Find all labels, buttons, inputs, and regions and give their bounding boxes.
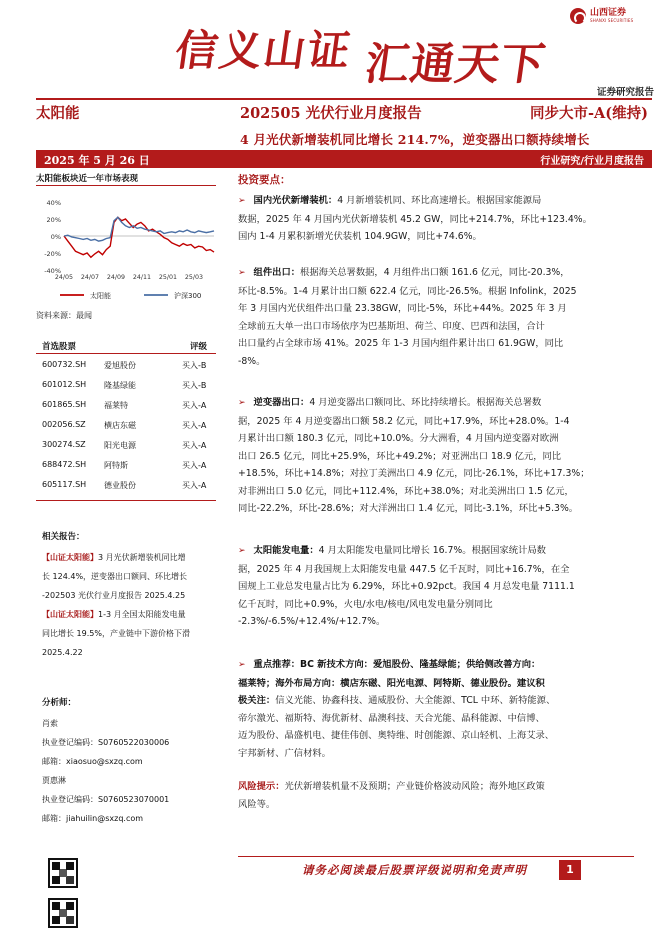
stock-code: 601865.SH bbox=[42, 400, 87, 409]
paragraph-line: 亿千瓦时，同比+0.9%，火电/水电/核电/风电发电量分别同比 bbox=[238, 598, 493, 610]
related-report-line: 长 124.4%，逆变器出口额同、环比增长 bbox=[42, 572, 188, 581]
risk-keyword: 风险提示： bbox=[238, 781, 285, 792]
paragraph-line: 帝尔激光、福斯特、海优新材、晶澳科技、天合光能、晶科能源、中信博、 bbox=[238, 712, 545, 724]
related-report-item[interactable] bbox=[42, 605, 220, 662]
brand-logo-icon bbox=[570, 8, 586, 24]
paragraph-bold-text: 福莱特；海外布局方向：横店东磁、阳光电源、阿特斯、德业股份。建议积 bbox=[238, 677, 545, 689]
stock-rating: 买入-A bbox=[182, 461, 207, 470]
highlights-heading: 投资要点： bbox=[238, 174, 291, 186]
series-line bbox=[64, 217, 214, 241]
paragraph-line: 宇邦新材、广信材料。 bbox=[238, 747, 331, 759]
paragraph-line: 环比-8.5%。1-4 月累计出口额 622.4 亿元，同比-26.5%。根据 Infolink，2025 bbox=[238, 285, 577, 297]
related-reports bbox=[42, 548, 220, 662]
stock-name: 福莱特 bbox=[104, 401, 128, 410]
bullet-arrow-icon: ➢ bbox=[238, 268, 246, 278]
analyst-email[interactable]: 邮箱：jiahuilin@sxzq.com bbox=[42, 814, 144, 823]
related-report-tag: 【山证太阳能】 bbox=[42, 553, 98, 562]
paragraph-line: 出口量约占全球市场 41%。2025 年 1-3 月国内组件累计出口 61.9GW，同比 bbox=[238, 338, 564, 349]
title-row bbox=[36, 102, 652, 124]
stock-code: 002056.SZ bbox=[42, 420, 86, 429]
paragraph-line: +18.5%，环比+14.8%；对拉丁美洲出口 4.9 亿元，同比-26.1%，环比+17.3%； bbox=[238, 468, 590, 479]
legend-label: 太阳能 bbox=[90, 292, 111, 300]
paragraph-line: ➢ 国内光伏新增装机：4 月新增装机同、环比高速增长。根据国家能源局 bbox=[238, 195, 542, 206]
slogan-part1: 信义山证 bbox=[172, 26, 356, 75]
stock-bottom-rule bbox=[36, 500, 216, 501]
paragraph-line: 迈为股份、晶盛机电、捷佳伟创、奥特维、时创能源、京山轻机、上海艾录、 bbox=[238, 730, 555, 741]
analyst-name: 肖索 bbox=[42, 719, 58, 728]
analyst-name: 贾惠淋 bbox=[42, 776, 66, 785]
highlight-paragraph bbox=[238, 542, 634, 631]
brand-name: 山西证券 bbox=[590, 8, 627, 18]
series-line bbox=[64, 217, 214, 257]
paragraph-line: 对非洲出口 5.0 亿元，同比+112.4%，环比+38.0%；对北美洲出口 1.5 亿元， bbox=[238, 485, 574, 497]
industry-label: 太阳能 bbox=[36, 105, 80, 122]
stock-rating: 买入-B bbox=[182, 361, 207, 370]
page-number: 1 bbox=[559, 860, 581, 880]
stock-code: 300274.SZ bbox=[42, 440, 86, 449]
x-tick-label: 24/09 bbox=[106, 274, 126, 281]
bullet-arrow-icon: ➢ bbox=[238, 660, 246, 670]
stock-row bbox=[42, 400, 222, 414]
paragraph-line: 同比-22.2%，环比-28.6%；对大洋洲出口 1.4 亿元，同比-3.1%，环比+5.3%。 bbox=[238, 503, 579, 514]
stock-name: 阳光电源 bbox=[104, 441, 136, 450]
stock-header-rating: 评级 bbox=[190, 342, 208, 352]
stock-header-rule bbox=[36, 353, 216, 354]
report-subtitle: 4 月光伏新增装机同比增长 214.7%，逆变器出口额持续增长 bbox=[240, 132, 590, 147]
stock-rating: 买入-A bbox=[182, 421, 207, 430]
paragraph-keyword: 逆变器出口： bbox=[253, 397, 310, 408]
x-tick-label: 24/05 bbox=[54, 274, 74, 281]
analyst-registration: 执业登记编码：S0760522030006 bbox=[42, 738, 170, 747]
stock-name: 阿特斯 bbox=[104, 461, 128, 470]
stock-name: 横店东磁 bbox=[104, 421, 136, 430]
related-report-line: 【山证太阳能】3 月光伏新增装机同比增 bbox=[42, 553, 186, 562]
y-tick-label: 20% bbox=[46, 216, 61, 224]
x-tick-label: 25/01 bbox=[158, 274, 178, 281]
report-category: 行业研究/行业月度报告 bbox=[540, 156, 644, 167]
paragraph-keyword: 国内光伏新增装机： bbox=[253, 195, 338, 206]
paragraph-line: 据，2025 年 4 月逆变器出口额 58.2 亿元，同比+17.9%，环比+28.0%。1-4 bbox=[238, 415, 570, 427]
paragraph-line: 全球前五大单一出口市场依序为巴基斯坦、荷兰、印度、巴西和法国，合计 bbox=[238, 320, 545, 332]
y-tick-label: -40% bbox=[44, 267, 61, 275]
paragraph-line bbox=[238, 656, 634, 675]
related-report-tag: 【山证太阳能】 bbox=[42, 610, 98, 619]
stock-row bbox=[42, 480, 222, 494]
analyst-registration: 执业登记编码：S0760523070001 bbox=[42, 795, 170, 804]
risk-paragraph bbox=[238, 778, 634, 813]
paragraph-line: 国规上工业总发电量占比为 6.29%，环比+0.92pct。我国 4 月总发电量 7111.1 bbox=[238, 581, 575, 592]
bullet-arrow-icon: ➢ bbox=[238, 546, 246, 556]
chart-source: 资料来源：最闻 bbox=[36, 311, 92, 320]
highlight-paragraph bbox=[238, 394, 634, 518]
stock-code: 600732.SH bbox=[42, 360, 87, 369]
stock-header-name: 首选股票 bbox=[42, 342, 77, 352]
x-tick-label: 24/11 bbox=[132, 274, 152, 281]
highlight-paragraph bbox=[238, 192, 634, 246]
report-title: 202505 光伏行业月度报告 bbox=[240, 105, 422, 122]
y-tick-label: -20% bbox=[44, 250, 61, 258]
analysts-list bbox=[42, 714, 222, 828]
y-tick-label: 0% bbox=[50, 233, 61, 241]
stock-rating: 买入-A bbox=[182, 481, 207, 490]
paragraph-keyword: 太阳能发电量： bbox=[253, 545, 319, 556]
related-report-line: -202503 光伏行业月度报告 2025.4.25 bbox=[42, 591, 186, 600]
stock-row bbox=[42, 380, 222, 394]
paragraph-line: 极关注：信义光能、协鑫科技、通威股份、大全能源、TCL 中环、新特能源、 bbox=[238, 695, 556, 706]
stock-name: 德业股份 bbox=[104, 481, 136, 490]
legend-label: 沪深300 bbox=[174, 292, 202, 300]
paragraph-bold-text: 极关注： bbox=[238, 695, 276, 706]
stock-row bbox=[42, 360, 222, 374]
industry-rating: 同步大市-A(维持) bbox=[530, 105, 648, 122]
stock-row bbox=[42, 420, 222, 434]
related-reports-title: 相关报告： bbox=[42, 532, 85, 542]
paragraph-line: 年 3 月国内光伏组件出口量 23.38GW，同比-5%，环比+44%。2025 年 3 月 bbox=[238, 303, 567, 314]
chart-title-rule bbox=[36, 185, 216, 186]
chart-title: 太阳能板块近一年市场表现 bbox=[36, 174, 139, 184]
report-type: 证券研究报告 bbox=[596, 87, 654, 98]
stock-code: 605117.SH bbox=[42, 480, 87, 489]
paragraph-keyword: 组件出口： bbox=[253, 267, 301, 278]
paragraph-line: 风险等。 bbox=[238, 798, 276, 810]
related-report-line: 同比增长 19.5%，产业链中下游价格下滑 bbox=[42, 629, 190, 638]
stock-row bbox=[42, 440, 222, 454]
paragraph-line: -8%。 bbox=[238, 355, 266, 367]
stock-row bbox=[42, 460, 222, 474]
paragraph-line: -2.3%/-6.5%/+12.4%/+12.7%。 bbox=[238, 616, 386, 627]
paragraph-line: ➢ 组件出口：根据海关总署数据，4 月组件出口额 161.6 亿元，同比-20.3%， bbox=[238, 267, 570, 278]
x-tick-label: 24/07 bbox=[80, 274, 100, 281]
performance-chart bbox=[36, 190, 220, 308]
brand-logo bbox=[570, 8, 633, 24]
highlight-paragraph bbox=[238, 264, 634, 370]
qr-code-icon bbox=[48, 858, 78, 888]
report-date: 2025 年 5 月 26 日 bbox=[44, 154, 150, 167]
paragraph-line: ➢ 太阳能发电量：4 月太阳能发电量同比增长 16.7%。根据国家统计局数 bbox=[238, 545, 546, 556]
stock-rating: 买入-A bbox=[182, 441, 207, 450]
paragraph-line bbox=[238, 675, 634, 693]
x-tick-label: 25/03 bbox=[184, 274, 204, 281]
paragraph-keyword: 重点推荐： bbox=[253, 659, 301, 670]
qr-code-icon bbox=[48, 898, 78, 928]
stock-code: 688472.SH bbox=[42, 460, 87, 469]
date-bar bbox=[36, 150, 652, 168]
paragraph-line: 据，2025 年 4 月我国规上太阳能发电量 447.5 亿千瓦时，同比+16.7%，在全 bbox=[238, 563, 570, 575]
bullet-arrow-icon: ➢ bbox=[238, 398, 246, 408]
paragraph-line: ➢ 逆变器出口：4 月逆变器出口额同比、环比持续增长。根据海关总署数 bbox=[238, 397, 542, 408]
paragraph-line: 出口 26.5 亿元，同比+25.9%，环比+49.2%；对亚洲出口 18.9 亿元，同比 bbox=[238, 450, 562, 462]
brand-name-en: SHANXI SECURITIES bbox=[590, 18, 634, 23]
paragraph-line: 国内 1-4 月累积新增光伏装机 104.9GW，同比+74.6%。 bbox=[238, 231, 482, 242]
related-report-line: 【山证太阳能】1-3 月全国太阳能发电量 bbox=[42, 610, 186, 619]
stock-code: 601012.SH bbox=[42, 380, 87, 389]
footer-disclaimer: 请务必阅读最后股票评级说明和免责声明 bbox=[302, 863, 527, 877]
paragraph-bold-text: BC 新技术方向：爱旭股份、隆基绿能；供给侧改善方向： bbox=[300, 659, 541, 670]
y-tick-label: 40% bbox=[46, 199, 61, 207]
footer-rule bbox=[238, 856, 634, 857]
stock-rating: 买入-B bbox=[182, 381, 207, 390]
paragraph-line: 数据，2025 年 4 月国内光伏新增装机 45.2 GW，同比+214.7%，环比+123.4%。 bbox=[238, 213, 592, 225]
slogan-part2: 汇通天下 bbox=[361, 39, 549, 90]
analyst-email[interactable]: 邮箱：xiaosuo@sxzq.com bbox=[42, 757, 143, 766]
bullet-arrow-icon: ➢ bbox=[238, 196, 246, 206]
stock-name: 隆基绿能 bbox=[104, 381, 136, 390]
highlight-paragraph bbox=[238, 656, 634, 762]
slogan-banner bbox=[172, 12, 556, 90]
analysts-title: 分析师： bbox=[42, 698, 77, 708]
paragraph-line: 风险提示：光伏新增装机量不及预期；产业链价格波动风险；海外地区政策 bbox=[238, 781, 545, 792]
related-report-line: 2025.4.22 bbox=[42, 648, 83, 657]
related-report-item[interactable] bbox=[42, 548, 220, 605]
stock-rating: 买入-A bbox=[182, 401, 207, 410]
stock-name: 爱旭股份 bbox=[104, 361, 136, 370]
paragraph-line: 月累计出口额 180.3 亿元，同比+10.0%。分大洲看，4 月国内逆变器对欧洲 bbox=[238, 433, 559, 444]
header-divider bbox=[36, 98, 652, 100]
